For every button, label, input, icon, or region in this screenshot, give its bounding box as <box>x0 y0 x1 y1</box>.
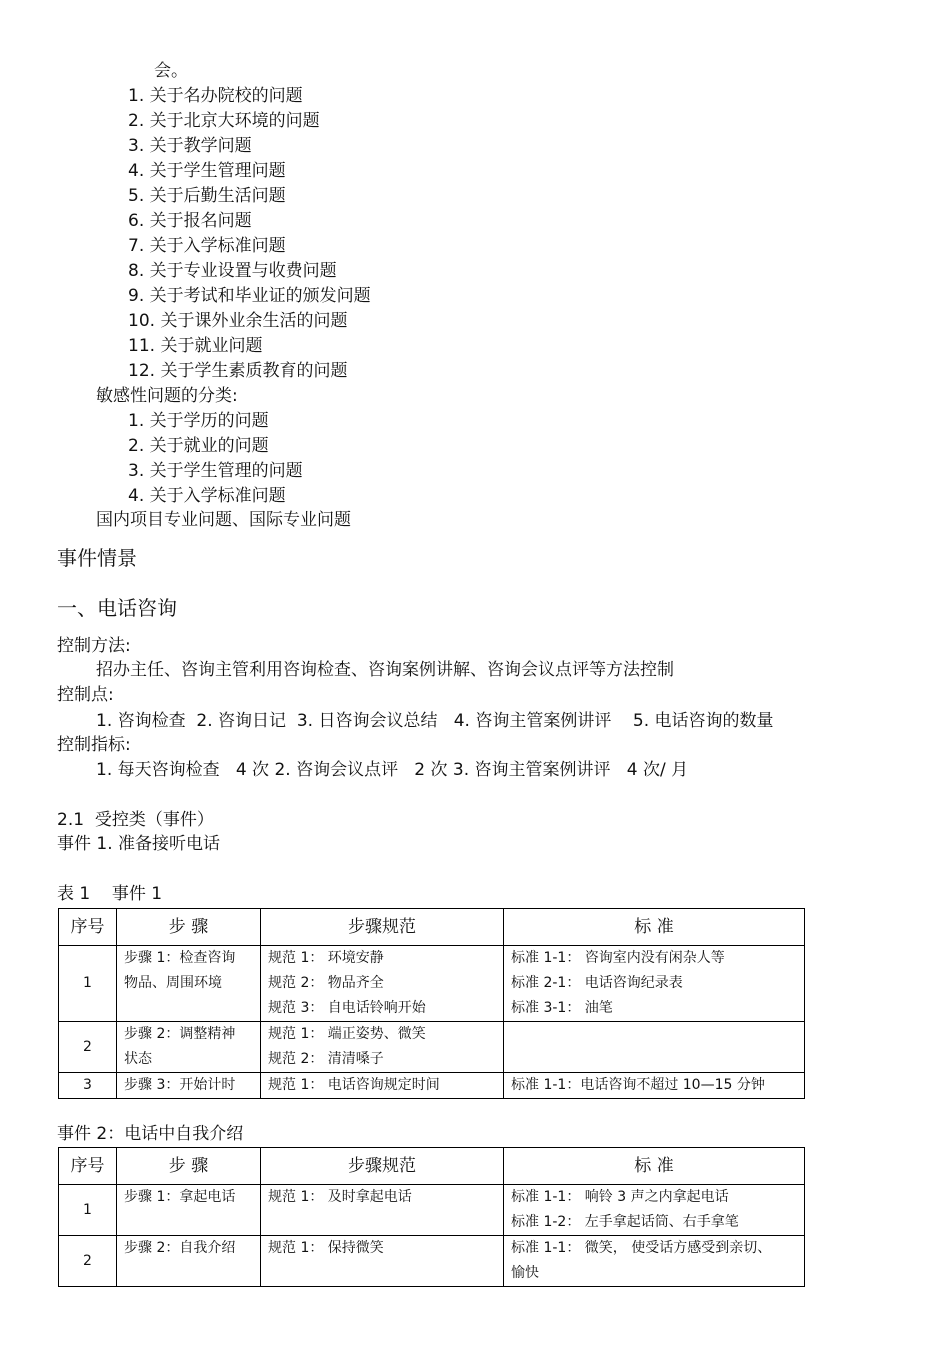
cell-line: 步骤 2：调整精神 <box>124 1026 236 1042</box>
event2-title: 事件 2：电话中自我介绍 <box>57 1124 244 1144</box>
control-points-text: 1. 咨询检查 2. 咨询日记 3. 日咨询会议总结 4. 咨询主管案例讲评 5. 电话咨询的数量 <box>96 711 774 731</box>
list-item: 4. 关于入学标准问题 <box>128 486 286 506</box>
standard-cell <box>504 946 805 1022</box>
cell-line: 标准 1-1： 响铃 3 声之内拿起电话 <box>511 1189 729 1205</box>
section-heading: 2.1 受控类（事件） <box>57 810 214 830</box>
list-item: 10. 关于课外业余生活的问题 <box>128 311 348 331</box>
table1-caption: 表 1 事件 1 <box>57 884 163 904</box>
list-item: 3. 关于教学问题 <box>128 136 252 156</box>
list-item: 4. 关于学生管理问题 <box>128 161 286 181</box>
cell-line: 物品、周围环境 <box>124 975 222 991</box>
cell-line: 步骤 1：拿起电话 <box>124 1189 236 1205</box>
standard-cell <box>504 1022 805 1073</box>
table-row <box>59 1022 805 1073</box>
column-header: 序号 <box>59 1148 117 1185</box>
spec-cell <box>261 1236 504 1287</box>
standard-cell <box>504 1236 805 1287</box>
cell-line: 规范 3： 自电话铃响开始 <box>268 1000 426 1016</box>
heading-phone-consult: 一、电话咨询 <box>57 596 177 620</box>
list-item: 5. 关于后勤生活问题 <box>128 186 286 206</box>
event1-title: 事件 1. 准备接听电话 <box>57 834 221 854</box>
column-header: 步骤规范 <box>261 1148 504 1185</box>
table-row <box>59 1185 805 1236</box>
cell-line: 规范 2： 清清嗓子 <box>268 1051 384 1067</box>
step-cell <box>117 1022 261 1073</box>
control-method-text: 招办主任、咨询主管利用咨询检查、咨询案例讲解、咨询会议点评等方法控制 <box>96 660 674 680</box>
control-method-label: 控制方法: <box>57 636 131 656</box>
standard-cell <box>504 1185 805 1236</box>
table-header-row <box>59 909 805 946</box>
column-header: 标 准 <box>504 909 805 946</box>
list-item: 1. 关于学历的问题 <box>128 411 269 431</box>
table-row <box>59 946 805 1022</box>
column-header: 步 骤 <box>117 1148 261 1185</box>
cell-line: 标准 1-2： 左手拿起话筒、右手拿笔 <box>511 1214 739 1230</box>
cell-line: 规范 1： 及时拿起电话 <box>268 1189 412 1205</box>
step-cell <box>117 1236 261 1287</box>
cell-line: 标准 1-1： 微笑， 使受话方感受到亲切、 <box>511 1240 772 1256</box>
table-row <box>59 1073 805 1099</box>
control-index-text: 1. 每天咨询检查 4 次 2. 咨询会议点评 2 次 3. 咨询主管案例讲评 4 次/ 月 <box>96 760 689 780</box>
cell-line: 规范 1： 保持微笑 <box>268 1240 384 1256</box>
heading-events: 事件情景 <box>57 546 137 570</box>
row-number: 1 <box>59 1185 117 1236</box>
list-item: 12. 关于学生素质教育的问题 <box>128 361 348 381</box>
cell-line: 标准 3-1： 油笔 <box>511 1000 613 1016</box>
event1-table <box>58 908 805 1099</box>
cell-line: 规范 2： 物品齐全 <box>268 975 384 991</box>
cell-line: 标准 1-1：电话咨询不超过 10—15 分钟 <box>511 1077 765 1093</box>
spec-cell <box>261 1185 504 1236</box>
intro-tail: 会。 <box>154 61 188 81</box>
domestic-line: 国内项目专业问题、国际专业问题 <box>96 510 351 530</box>
row-number: 2 <box>59 1236 117 1287</box>
standard-cell <box>504 1073 805 1099</box>
list-item: 2. 关于就业的问题 <box>128 436 269 456</box>
event2-table <box>58 1147 805 1287</box>
spec-cell <box>261 1022 504 1073</box>
cell-line: 规范 1： 电话咨询规定时间 <box>268 1077 440 1093</box>
spec-cell <box>261 946 504 1022</box>
column-header: 步骤规范 <box>261 909 504 946</box>
cell-line: 规范 1： 环境安静 <box>268 950 384 966</box>
list-item: 3. 关于学生管理的问题 <box>128 461 303 481</box>
column-header: 步 骤 <box>117 909 261 946</box>
list-item: 2. 关于北京大环境的问题 <box>128 111 320 131</box>
list-item: 8. 关于专业设置与收费问题 <box>128 261 337 281</box>
cell-line: 步骤 1：检查咨询 <box>124 950 236 966</box>
table-row <box>59 1236 805 1287</box>
step-cell <box>117 1185 261 1236</box>
control-index-label: 控制指标: <box>57 735 131 755</box>
cell-line: 规范 1： 端正姿势、微笑 <box>268 1026 426 1042</box>
cell-line: 愉快 <box>511 1265 539 1281</box>
list-item: 1. 关于名办院校的问题 <box>128 86 303 106</box>
row-number: 3 <box>59 1073 117 1099</box>
step-cell <box>117 946 261 1022</box>
list-item: 7. 关于入学标准问题 <box>128 236 286 256</box>
step-cell <box>117 1073 261 1099</box>
cell-line: 步骤 3：开始计时 <box>124 1077 236 1093</box>
column-header: 标 准 <box>504 1148 805 1185</box>
row-number: 2 <box>59 1022 117 1073</box>
table-header-row <box>59 1148 805 1185</box>
control-points-label: 控制点: <box>57 685 114 705</box>
cell-line: 标准 1-1： 咨询室内没有闲杂人等 <box>511 950 725 966</box>
cell-line: 状态 <box>124 1051 152 1067</box>
list-item: 6. 关于报名问题 <box>128 211 252 231</box>
column-header: 序号 <box>59 909 117 946</box>
cell-line: 标准 2-1： 电话咨询纪录表 <box>511 975 683 991</box>
spec-cell <box>261 1073 504 1099</box>
list-item: 11. 关于就业问题 <box>128 336 263 356</box>
list-item: 9. 关于考试和毕业证的颁发问题 <box>128 286 371 306</box>
sensitive-title: 敏感性问题的分类: <box>96 386 238 406</box>
row-number: 1 <box>59 946 117 1022</box>
cell-line: 步骤 2：自我介绍 <box>124 1240 236 1256</box>
